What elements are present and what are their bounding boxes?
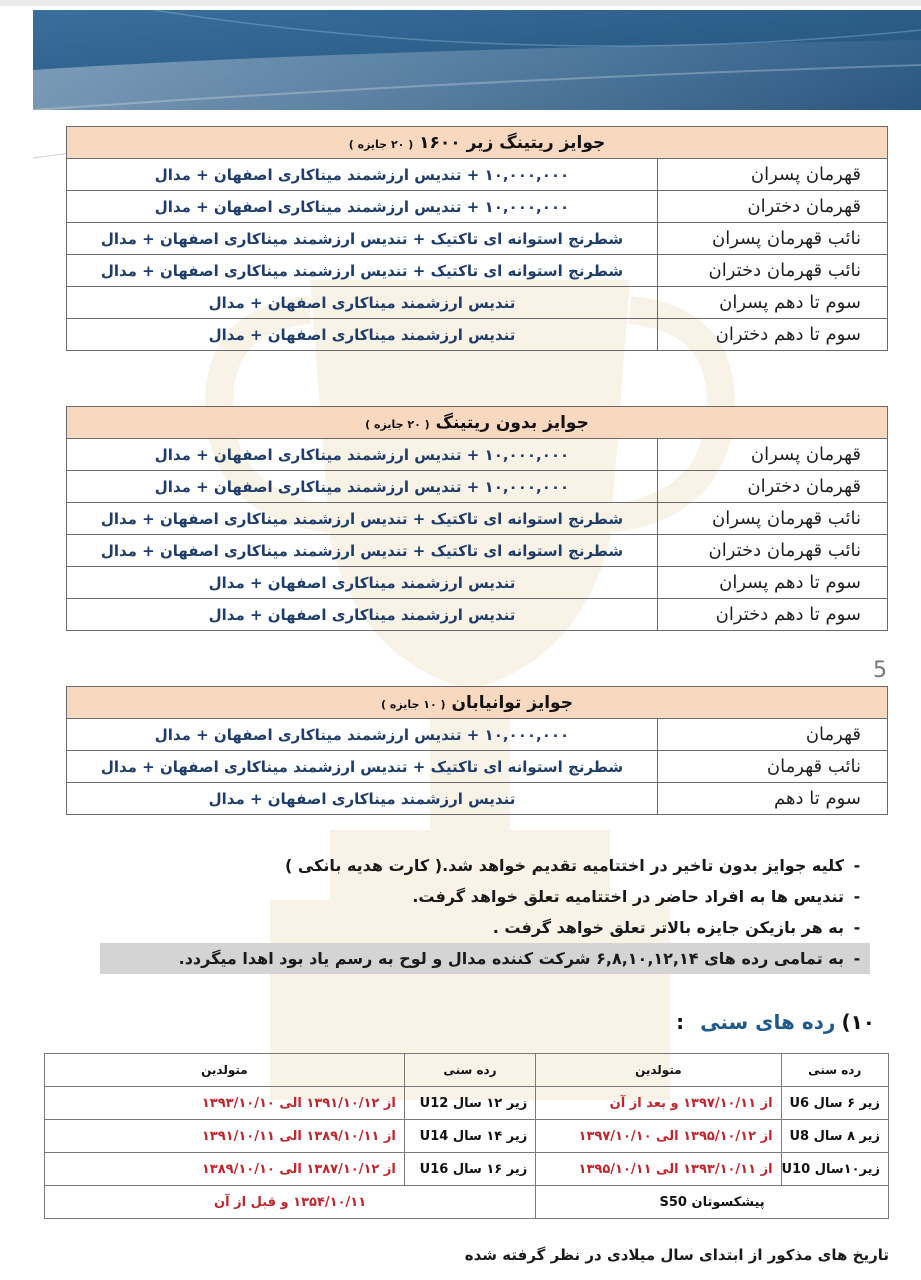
prize-cell: تندیس ارزشمند میناکاری اصفهان + مدال [67, 287, 658, 319]
prize-cell: شطرنج استوانه ای تاکتیک + تندیس ارزشمند میناکاری اصفهان + مدال [67, 503, 658, 535]
category-cell: سوم تا دهم [658, 783, 888, 815]
prize-cell: شطرنج استوانه ای تاکتیک + تندیس ارزشمند میناکاری اصفهان + مدال [67, 751, 658, 783]
veteran-birth-cell: ۱۳۵۴/۱۰/۱۱ و قبل از آن [45, 1186, 536, 1219]
category-cell: نائب قهرمان پسران [658, 223, 888, 255]
birth-range-cell: از ۱۳۹۱/۱۰/۱۲ الی ۱۳۹۳/۱۰/۱۰ [45, 1087, 405, 1120]
table-header [67, 407, 888, 439]
age-group-cell: زیر ۶ سال U6 [781, 1087, 888, 1120]
note-item [100, 881, 870, 912]
prize-table-rating-under-1600 [66, 126, 888, 351]
table-row [67, 719, 888, 751]
birth-range-cell: از ۱۳۹۷/۱۰/۱۱ و بعد از آن [536, 1087, 781, 1120]
age-group-cell: زیر ۸ سال U8 [781, 1120, 888, 1153]
category-cell: نائب قهرمان دختران [658, 255, 888, 287]
prize-cell: ۱۰,۰۰۰,۰۰۰ + تندیس ارزشمند میناکاری اصفهان + مدال [67, 471, 658, 503]
table-row [67, 535, 888, 567]
table-row [45, 1087, 889, 1120]
prize-count: ( ۲۰ جایزه ) [365, 417, 430, 431]
age-groups-table [44, 1053, 889, 1219]
table-row [67, 191, 888, 223]
age-group-cell: زیر ۱۶ سال U16 [404, 1153, 535, 1186]
category-cell: قهرمان پسران [658, 439, 888, 471]
age-group-cell: زیر ۱۴ سال U14 [404, 1120, 535, 1153]
note-item [100, 912, 870, 943]
notes-list [100, 850, 870, 974]
category-cell: نائب قهرمان پسران [658, 503, 888, 535]
note-text: به تمامی رده های ۶,۸,۱۰,۱۲,۱۴ شرکت کننده مدال و لوح به رسم یاد بود اهدا میگردد. [178, 949, 844, 968]
bullet-dash-icon: - [853, 887, 861, 906]
page-number: 5 [873, 658, 887, 683]
table-header [67, 687, 888, 719]
prize-cell: ۱۰,۰۰۰,۰۰۰ + تندیس ارزشمند میناکاری اصفهان + مدال [67, 719, 658, 751]
table-row [67, 783, 888, 815]
age-group-cell: زیر۱۰سال U10 [781, 1153, 888, 1186]
note-text: کلیه جوایز بدون تاخیر در اختتامیه تقدیم خواهد شد.( کارت هدیه بانکی ) [285, 856, 844, 875]
column-header-group: رده سنی [781, 1054, 888, 1087]
footer-note: تاریخ های مذکور از ابتدای سال میلادی در نظر گرفته شده [464, 1246, 889, 1264]
bullet-dash-icon: - [853, 856, 861, 875]
table-title: جوایز ریتینگ زیر ۱۶۰۰ [419, 132, 606, 153]
table-row [67, 599, 888, 631]
table-row [67, 471, 888, 503]
column-header-born: متولدین [45, 1054, 405, 1087]
category-cell: قهرمان [658, 719, 888, 751]
table-row [67, 751, 888, 783]
birth-range-cell: از ۱۳۹۳/۱۰/۱۱ الی ۱۳۹۵/۱۰/۱۱ [536, 1153, 781, 1186]
category-cell: سوم تا دهم پسران [658, 287, 888, 319]
table-row [67, 223, 888, 255]
note-text: به هر بازیکن جایزه بالاتر تعلق خواهد گرفت . [492, 918, 844, 937]
table-header [67, 127, 888, 159]
prize-cell: ۱۰,۰۰۰,۰۰۰ + تندیس ارزشمند میناکاری اصفهان + مدال [67, 191, 658, 223]
table-header-row [45, 1054, 889, 1087]
prize-cell: شطرنج استوانه ای تاکتیک + تندیس ارزشمند میناکاری اصفهان + مدال [67, 535, 658, 567]
table-row [67, 159, 888, 191]
bullet-dash-icon: - [853, 949, 861, 968]
birth-range-cell: از ۱۳۹۵/۱۰/۱۲ الی ۱۳۹۷/۱۰/۱۰ [536, 1120, 781, 1153]
prize-cell: تندیس ارزشمند میناکاری اصفهان + مدال [67, 783, 658, 815]
prize-table-unrated [66, 406, 888, 631]
prize-cell: شطرنج استوانه ای تاکتیک + تندیس ارزشمند میناکاری اصفهان + مدال [67, 223, 658, 255]
prize-cell: تندیس ارزشمند میناکاری اصفهان + مدال [67, 599, 658, 631]
table-row [67, 287, 888, 319]
table-row [67, 255, 888, 287]
section-colon: : [676, 1010, 685, 1034]
prize-count: ( ۱۰ جایزه ) [381, 697, 446, 711]
table-title: جوایز بدون ریتینگ [435, 412, 589, 433]
section-title [676, 1010, 875, 1034]
trophy-watermark [150, 220, 790, 1140]
category-cell: سوم تا دهم دختران [658, 319, 888, 351]
table-row [67, 319, 888, 351]
category-cell: نائب قهرمان [658, 751, 888, 783]
table-row [67, 567, 888, 599]
prize-cell: ۱۰,۰۰۰,۰۰۰ + تندیس ارزشمند میناکاری اصفهان + مدال [67, 439, 658, 471]
prize-cell: ۱۰,۰۰۰,۰۰۰ + تندیس ارزشمند میناکاری اصفهان + مدال [67, 159, 658, 191]
birth-range-cell: از ۱۳۸۷/۱۰/۱۲ الی ۱۳۸۹/۱۰/۱۰ [45, 1153, 405, 1186]
table-row [67, 439, 888, 471]
header-banner [33, 10, 921, 110]
section-number: ۱۰) [841, 1010, 875, 1034]
category-cell: قهرمان پسران [658, 159, 888, 191]
category-cell: سوم تا دهم پسران [658, 567, 888, 599]
prize-cell: تندیس ارزشمند میناکاری اصفهان + مدال [67, 567, 658, 599]
table-row [45, 1186, 889, 1219]
prize-count: ( ۲۰ جایزه ) [348, 137, 414, 151]
category-cell: سوم تا دهم دختران [658, 599, 888, 631]
note-text: تندیس ها به افراد حاضر در اختتامیه تعلق خواهد گرفت. [412, 887, 844, 906]
veteran-group-cell: پیشکسوتان S50 [536, 1186, 889, 1219]
note-item [100, 850, 870, 881]
age-group-cell: زیر ۱۲ سال U12 [404, 1087, 535, 1120]
category-cell: قهرمان دختران [658, 191, 888, 223]
column-header-born: متولدین [536, 1054, 781, 1087]
column-header-group: رده سنی [404, 1054, 535, 1087]
category-cell: نائب قهرمان دختران [658, 535, 888, 567]
section-heading: رده های سنی [700, 1010, 836, 1034]
table-row [45, 1120, 889, 1153]
table-row [67, 503, 888, 535]
prize-table-disabled-players [66, 686, 888, 815]
prize-cell: شطرنج استوانه ای تاکتیک + تندیس ارزشمند میناکاری اصفهان + مدال [67, 255, 658, 287]
bullet-dash-icon: - [853, 918, 861, 937]
top-rule [0, 0, 921, 6]
table-row [45, 1153, 889, 1186]
birth-range-cell: از ۱۳۸۹/۱۰/۱۱ الی ۱۳۹۱/۱۰/۱۱ [45, 1120, 405, 1153]
table-title: جوایز توانیابان [451, 692, 573, 713]
note-item-highlighted [100, 943, 870, 974]
prize-cell: تندیس ارزشمند میناکاری اصفهان + مدال [67, 319, 658, 351]
category-cell: قهرمان دختران [658, 471, 888, 503]
